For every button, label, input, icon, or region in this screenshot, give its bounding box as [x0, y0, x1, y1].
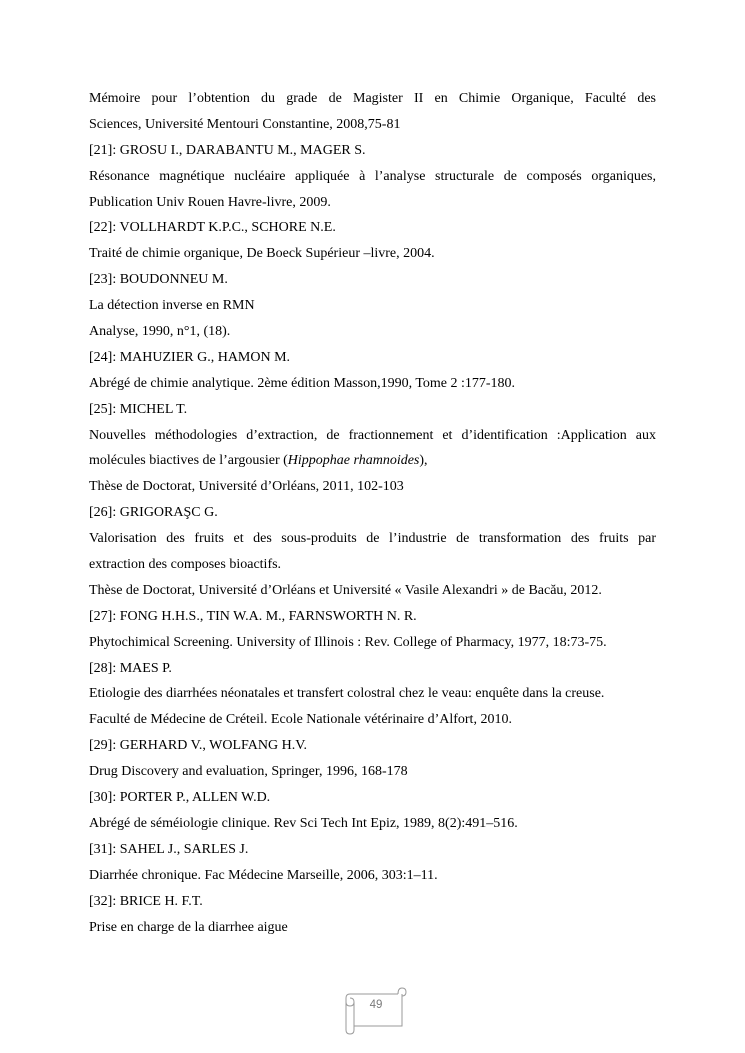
page-footer — [336, 984, 408, 1036]
text-line — [89, 578, 656, 604]
text-line-content: Faculté de Médecine de Créteil. Ecole Nationale vétérinaire d’Alfort, 2010. — [89, 712, 512, 728]
text-line-content: [22]: VOLLHARDT K.P.C., SCHORE N.E. — [89, 220, 336, 236]
text-line-content: La détection inverse en RMN — [89, 298, 255, 314]
text-line — [89, 371, 656, 397]
text-line-content: Analyse, 1990, n°1, (18). — [89, 324, 231, 340]
text-line — [89, 604, 656, 630]
text-line-content: [31]: SAHEL J., SARLES J. — [89, 841, 249, 857]
text-line-content: Prise en charge de la diarrhee aigue — [89, 919, 288, 935]
text-line — [89, 759, 656, 785]
text-line-content: [25]: MICHEL T. — [89, 401, 188, 417]
text-line — [89, 889, 656, 915]
species-name: Hippophae rhamnoides — [287, 453, 420, 469]
text-line — [89, 837, 656, 863]
text-line — [89, 397, 656, 423]
text-line-content: [30]: PORTER P., ALLEN W.D. — [89, 790, 271, 806]
text-line — [89, 112, 656, 138]
text-line-content: Etiologie des diarrhées néonatales et transfert colostral chez le veau: enquête dans la creuse. — [89, 686, 605, 702]
text-line-suffix: ), — [419, 453, 428, 469]
text-line-content: Diarrhée chronique. Fac Médecine Marseille, 2006, 303:1–11. — [89, 867, 438, 883]
text-line — [89, 267, 656, 293]
text-line-content: Nouvelles méthodologies d’extraction, de fractionnement et d’identification :Application aux — [89, 427, 656, 443]
text-line — [89, 138, 656, 164]
text-line-content: [24]: MAHUZIER G., HAMON M. — [89, 349, 291, 365]
text-line — [89, 474, 656, 500]
text-line — [89, 552, 656, 578]
text-line — [89, 526, 656, 552]
text-line — [89, 86, 656, 112]
text-line-content: Résonance magnétique nucléaire appliquée à l’analyse structurale de composés organiques, — [89, 168, 656, 184]
text-line — [89, 681, 656, 707]
text-line — [89, 423, 656, 449]
text-line-content: Publication Univ Rouen Havre-livre, 2009. — [89, 194, 331, 210]
text-line — [89, 811, 656, 837]
text-line-content: [28]: MAES P. — [89, 660, 172, 676]
text-line — [89, 733, 656, 759]
text-line-content: Traité de chimie organique, De Boeck Supérieur –livre, 2004. — [89, 246, 435, 262]
text-line-content: Phytochimical Screening. University of Illinois : Rev. College of Pharmacy, 1977, 18:73-75. — [89, 634, 607, 650]
text-line-content: Sciences, Université Mentouri Constantine, 2008,75-81 — [89, 116, 401, 132]
text-line — [89, 630, 656, 656]
text-line — [89, 785, 656, 811]
text-line-content: [21]: GROSU I., DARABANTU M., MAGER S. — [89, 142, 366, 158]
text-line-content: Drug Discovery and evaluation, Springer, 1996, 168-178 — [89, 764, 408, 780]
text-line — [89, 863, 656, 889]
text-line — [89, 915, 656, 941]
text-line-content: [29]: GERHARD V., WOLFANG H.V. — [89, 738, 308, 754]
text-line-content: extraction des composes bioactifs. — [89, 557, 282, 573]
text-line — [89, 293, 656, 319]
references-list — [89, 86, 656, 940]
text-line-content: [26]: GRIGORAŞC G. — [89, 505, 218, 521]
text-line — [89, 656, 656, 682]
text-line — [89, 190, 656, 216]
text-line-content: Abrégé de chimie analytique. 2ème édition Masson,1990, Tome 2 :177-180. — [89, 375, 516, 391]
text-line-content: Mémoire pour l’obtention du grade de Magister II en Chimie Organique, Faculté des — [89, 91, 656, 106]
text-line-content: [27]: FONG H.H.S., TIN W.A. M., FARNSWORTH N. R. — [89, 608, 417, 624]
text-line-content: Abrégé de séméiologie clinique. Rev Sci Tech Int Epiz, 1989, 8(2):491–516. — [89, 815, 518, 831]
text-line-content: molécules biactives de l’argousier ( — [89, 453, 288, 469]
text-line-content: [23]: BOUDONNEU M. — [89, 272, 228, 288]
text-line — [89, 319, 656, 345]
page-number: 49 — [369, 999, 383, 1011]
text-line — [89, 345, 656, 371]
text-line-content: Thèse de Doctorat, Université d’Orléans, 2011, 102-103 — [89, 479, 404, 495]
text-line — [89, 241, 656, 267]
text-line-content: Valorisation des fruits et des sous-produits de l’industrie de transformation des fruits par — [89, 531, 656, 547]
text-line-content: [32]: BRICE H. F.T. — [89, 893, 203, 909]
text-line — [89, 215, 656, 241]
text-line-content: Thèse de Doctorat, Université d’Orléans et Université « Vasile Alexandri » de Bacău, 2012. — [89, 582, 602, 598]
text-line — [89, 448, 656, 474]
text-line — [89, 707, 656, 733]
text-line — [89, 164, 656, 190]
text-line — [89, 500, 656, 526]
